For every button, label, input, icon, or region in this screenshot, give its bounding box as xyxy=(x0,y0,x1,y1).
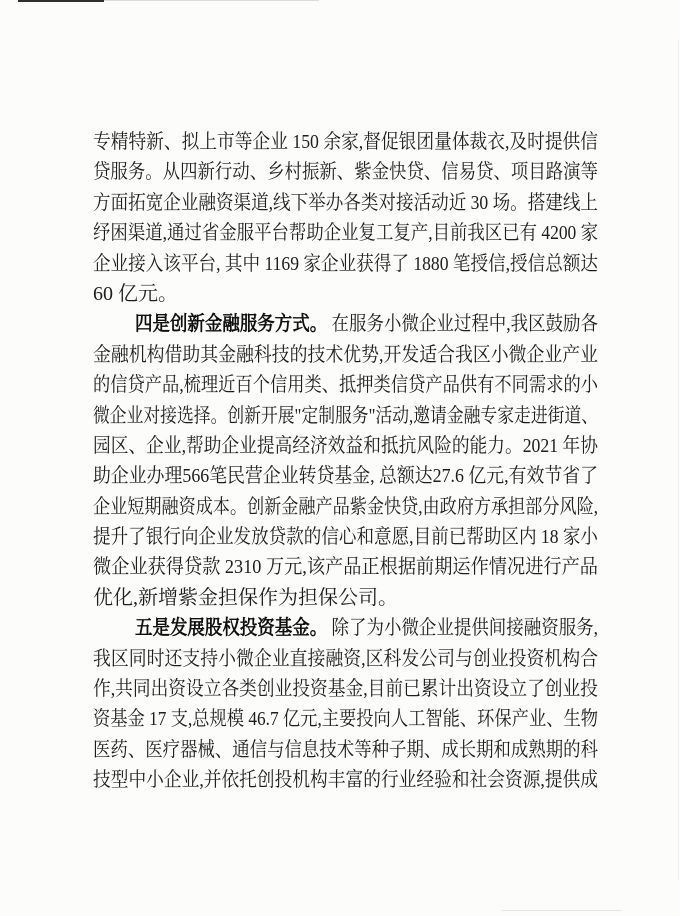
paragraph-lead: 五是发展股权投资基金。 xyxy=(135,617,328,640)
text-line xyxy=(93,583,598,613)
line-text: 优化,新增紫金担保作为担保公司。 xyxy=(93,586,398,609)
text-line-content xyxy=(93,461,598,491)
line-text: 在服务小微企业过程中,我区鼓励各 xyxy=(327,313,598,336)
text-line-content xyxy=(93,552,598,582)
line-text: 医药、医疗器械、通信与信息技术等种子期、成长期和成熟期的科 xyxy=(93,738,598,761)
paragraph-lead: 四是创新金融服务方式。 xyxy=(135,313,328,336)
text-line-content xyxy=(93,492,598,522)
text-line-content xyxy=(93,704,598,734)
text-line xyxy=(93,765,598,795)
line-text: 微企业获得贷款 2310 万元,该产品正根据前期运作情况进行产品 xyxy=(93,556,598,579)
line-text: 园区、企业,帮助企业提高经济效益和抵抗风险的能力。2021 年协 xyxy=(93,434,598,457)
text-line-content xyxy=(93,279,178,309)
line-text: 60 亿元。 xyxy=(93,282,178,305)
text-line xyxy=(93,188,598,218)
text-line xyxy=(93,461,598,491)
text-line-content xyxy=(135,309,598,339)
line-text: 除了为小微企业提供间接融资服务, xyxy=(327,617,598,640)
text-line xyxy=(93,340,598,370)
text-line xyxy=(93,522,598,552)
scan-artifact-top-edge xyxy=(18,0,104,2)
text-line xyxy=(93,249,598,279)
text-line-content xyxy=(93,249,598,279)
text-line xyxy=(93,279,598,309)
line-text: 作,共同出资设立各类创业投资基金,目前已累计出资设立了创业投 xyxy=(93,678,598,701)
line-text: 专精特新、拟上市等企业 150 余家,督促银团量体裁衣,及时提供信 xyxy=(93,131,598,153)
text-line xyxy=(93,431,598,461)
text-line-content xyxy=(93,644,598,674)
text-line xyxy=(93,157,598,187)
text-line-content xyxy=(93,735,598,765)
line-text: 纾困渠道,通过省金服平台帮助企业复工复产,目前我区已有 4200 家 xyxy=(93,222,598,245)
line-text: 金融机构借助其金融科技的技术优势,开发适合我区小微企业产业 xyxy=(93,343,598,366)
document-body xyxy=(93,127,598,796)
line-text: 企业短期融资成本。创新金融产品紫金快贷,由政府方承担部分风险, xyxy=(93,495,598,518)
text-line xyxy=(93,218,598,248)
text-line xyxy=(93,735,598,765)
line-text: 贷服务。从四新行动、乡村振新、紫金快贷、信易贷、项目路演等 xyxy=(93,161,598,184)
text-line xyxy=(93,644,598,674)
line-text: 的信贷产品,梳理近百个信用类、抵押类信贷产品供有不同需求的小 xyxy=(93,374,598,397)
text-line-content xyxy=(93,127,598,157)
text-line xyxy=(93,370,598,400)
text-line-content xyxy=(93,370,598,400)
text-line xyxy=(93,127,598,157)
text-line-content xyxy=(93,765,598,795)
line-text: 助企业办理566笔民营企业转贷基金, 总额达27.6 亿元,有效节省了 xyxy=(93,465,598,488)
text-line xyxy=(93,704,598,734)
text-line-content xyxy=(93,188,598,218)
text-line xyxy=(93,674,598,704)
text-line xyxy=(93,613,598,643)
text-line-content xyxy=(93,340,598,370)
text-line-content xyxy=(93,583,398,613)
line-text: 提升了银行向企业发放贷款的信心和意愿,目前已帮助区内 18 家小 xyxy=(93,526,598,549)
line-text: 资基金 17 支,总规模 46.7 亿元,主要投向人工智能、环保产业、生物 xyxy=(93,708,598,731)
text-line-content xyxy=(93,401,598,431)
line-text: 技型中小企业,并依托创投机构丰富的行业经验和社会资源,提供成 xyxy=(93,769,598,792)
text-line-content xyxy=(93,674,598,704)
line-text: 我区同时还支持小微企业直接融资,区科发公司与创业投资机构合 xyxy=(93,647,598,670)
text-line-content xyxy=(93,157,598,187)
line-text: 微企业对接选择。创新开展"定制服务"活动,邀请金融专家走进街道、 xyxy=(93,404,598,427)
scan-artifact-right-edge xyxy=(678,40,679,880)
line-text: 方面拓宽企业融资渠道,线下举办各类对接活动近 30 场。搭建线上 xyxy=(93,191,598,214)
scan-artifact-bottom-line xyxy=(502,910,622,911)
text-line-content xyxy=(135,613,598,643)
text-line xyxy=(93,309,598,339)
line-text: 企业接入该平台, 其中 1169 家企业获得了 1880 笔授信,授信总额达 xyxy=(93,252,598,275)
text-line-content xyxy=(93,218,598,248)
text-line xyxy=(93,401,598,431)
text-line-content xyxy=(93,431,598,461)
text-line xyxy=(93,492,598,522)
text-line-content xyxy=(93,522,598,552)
text-line xyxy=(93,552,598,582)
